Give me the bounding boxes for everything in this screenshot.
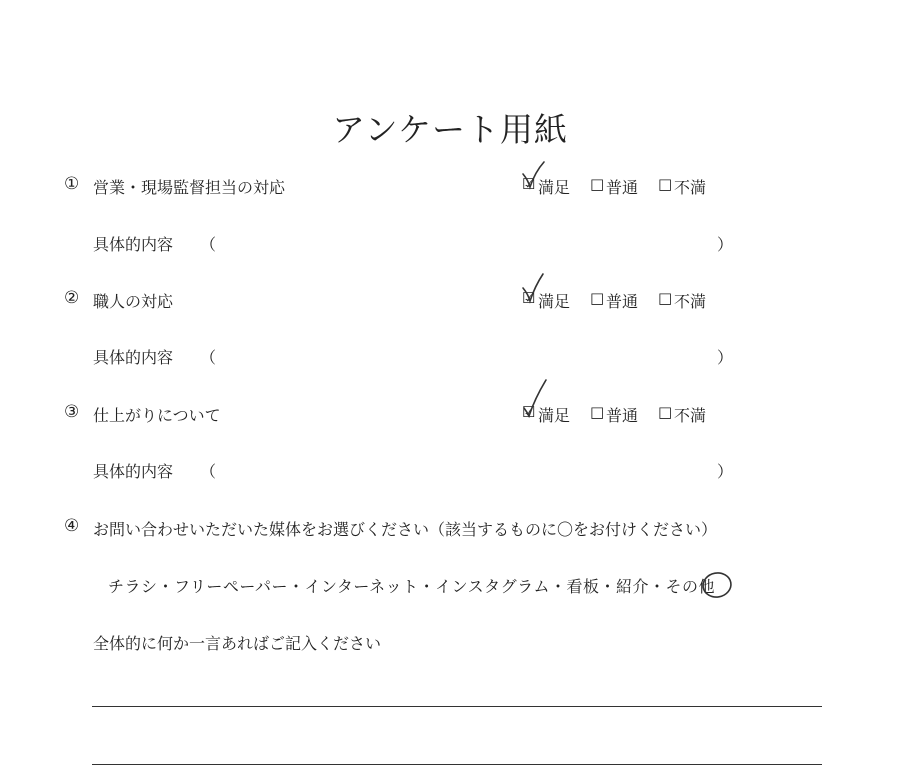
detail-input-q3[interactable] xyxy=(220,457,720,481)
detail-input-q2[interactable] xyxy=(220,343,720,367)
comment-line[interactable] xyxy=(92,706,822,707)
question-number: ③ xyxy=(64,402,80,422)
checkbox-satisfied-q3[interactable]: ☑ xyxy=(522,403,536,421)
option-label: 満足 xyxy=(538,292,571,311)
option-label: 満足 xyxy=(538,406,571,425)
paren-open: （ xyxy=(200,462,217,481)
option-label: 不満 xyxy=(674,292,707,311)
handwritten-check-icon xyxy=(520,160,550,192)
question-number: ① xyxy=(64,174,80,194)
checkbox-unsatisfied-q1[interactable]: □ xyxy=(658,175,673,193)
checkbox-normal-q1[interactable]: □ xyxy=(590,175,605,193)
paren-close: ） xyxy=(717,235,734,254)
checkbox-normal-q3[interactable]: □ xyxy=(590,403,605,421)
comment-prompt: 全体的に何か一言あればご記入ください xyxy=(93,634,382,653)
checkbox-unsatisfied-q2[interactable]: □ xyxy=(658,289,673,307)
detail-label: 具体的内容 xyxy=(93,462,174,481)
question-number: ② xyxy=(64,288,80,308)
question-text: 職人の対応 xyxy=(93,292,174,311)
checkbox-unsatisfied-q3[interactable]: □ xyxy=(658,403,673,421)
option-label: 満足 xyxy=(538,178,571,197)
detail-label: 具体的内容 xyxy=(93,235,174,254)
paren-open: （ xyxy=(200,235,217,254)
option-label: 普通 xyxy=(606,292,639,311)
paren-close: ） xyxy=(717,462,734,481)
handwritten-check-icon xyxy=(520,378,550,420)
page-title: アンケート用紙 xyxy=(331,110,569,149)
checkbox-satisfied-q1[interactable]: ☑ xyxy=(522,175,536,193)
detail-input-q1[interactable] xyxy=(220,230,720,254)
checkbox-satisfied-q2[interactable]: ☑ xyxy=(522,289,536,307)
handwritten-circle-icon xyxy=(697,566,747,602)
question-text: 仕上がりについて xyxy=(93,406,221,425)
question-text: お問い合わせいただいた媒体をお選びください（該当するものに〇をお付けください） xyxy=(93,520,718,539)
media-options[interactable]: チラシ・フリーペーパー・インターネット・インスタグラム・看板・紹介・その他 xyxy=(108,577,715,596)
question-text: 営業・現場監督担当の対応 xyxy=(93,178,286,197)
checkbox-normal-q2[interactable]: □ xyxy=(590,289,605,307)
option-label: 不満 xyxy=(674,178,707,197)
detail-label: 具体的内容 xyxy=(93,348,174,367)
option-label: 普通 xyxy=(606,406,639,425)
paren-open: （ xyxy=(200,348,217,367)
paren-close: ） xyxy=(717,348,734,367)
comment-line[interactable] xyxy=(92,764,822,765)
handwritten-check-icon xyxy=(520,272,550,306)
option-label: 普通 xyxy=(606,178,639,197)
question-number: ④ xyxy=(64,516,80,536)
option-label: 不満 xyxy=(674,406,707,425)
